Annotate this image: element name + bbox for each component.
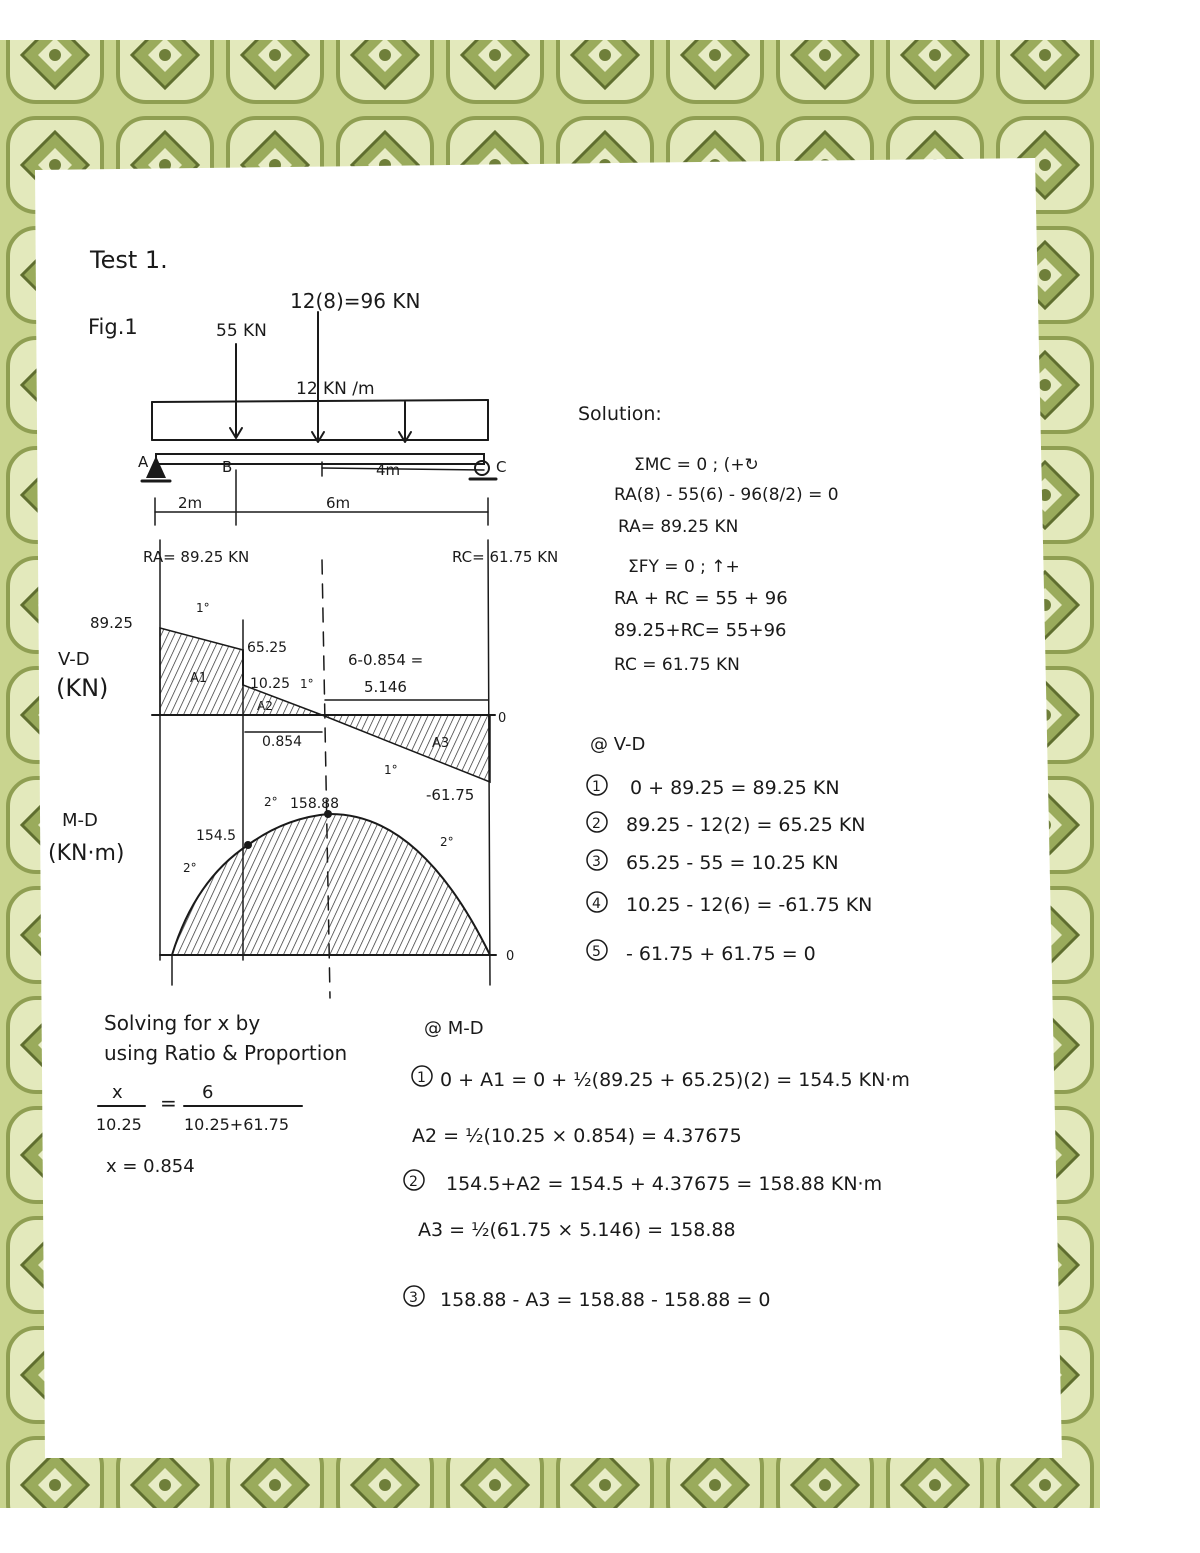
svg-text:- 61.75 + 61.75 = 0: - 61.75 + 61.75 = 0: [626, 943, 816, 965]
shear-area-2: A2: [257, 699, 273, 713]
udl-label: 12 KN /m: [296, 379, 375, 399]
shear-zero: 0: [498, 711, 507, 726]
proportion-equals: =: [160, 1091, 177, 1115]
svg-text:A3 = ½(61.75 × 5.146) = 158.88: A3 = ½(61.75 × 5.146) = 158.88: [418, 1219, 736, 1241]
svg-text:A2 = ½(10.25 × 0.854) = 4.3767: A2 = ½(10.25 × 0.854) = 4.37675: [412, 1125, 742, 1147]
md-step: [404, 1286, 771, 1311]
shear-dist-rest: 6-0.854 =: [348, 651, 424, 669]
svg-text:2: 2: [592, 816, 601, 832]
md-step: [418, 1219, 736, 1241]
shear-area-3: A3: [432, 736, 450, 751]
shear-degree-3: 1°: [384, 763, 398, 777]
solution-line: RA + RC = 55 + 96: [614, 588, 788, 609]
shear-dist-rest-value: 5.146: [364, 678, 407, 696]
moment-zero: 0: [506, 949, 515, 964]
moment-diagram-title: M-D: [62, 810, 98, 831]
dim-4m-label: 4m: [376, 461, 401, 479]
svg-text:0 + A1 = 0 + ½(89.25 + 65.25)(: 0 + A1 = 0 + ½(89.25 + 65.25)(2) = 154.5 KN·m: [440, 1069, 910, 1091]
paper-sheet: [35, 158, 1062, 1458]
svg-text:158.88 - A3 = 158.88 - 158.88: 158.88 - A3 = 158.88 - 158.88 = 0: [440, 1289, 771, 1311]
figure-label: Fig.1: [88, 315, 138, 339]
reaction-a-label: RA= 89.25 KN: [143, 548, 250, 566]
udl-total-label: 12(8)=96 KN: [290, 289, 421, 313]
shear-v4: -61.75: [426, 786, 475, 804]
svg-text:154.5+A2 = 154.5 + 4.37675 = 1: 154.5+A2 = 154.5 + 4.37675 = 158.88 KN·m: [446, 1173, 883, 1195]
shear-degree-2: 1°: [300, 677, 314, 691]
support-a-label: A: [138, 453, 149, 471]
proportion-den-left: 10.25: [96, 1115, 142, 1134]
proportion-line-2: using Ratio & Proportion: [104, 1041, 348, 1065]
page-title: Test 1.: [90, 246, 168, 274]
vd-step: [587, 892, 872, 916]
proportion-line-1: Solving for x by: [104, 1011, 261, 1035]
solution-line: ΣMC = 0 ; (+↻: [634, 455, 759, 475]
shear-v3: 10.25: [250, 676, 291, 692]
moment-degree-a: 2°: [183, 861, 197, 875]
solution-line: RA(8) - 55(6) - 96(8/2) = 0: [614, 485, 839, 505]
solution-line: RC = 61.75 KN: [614, 655, 740, 675]
shear-dist-x: 0.854: [262, 734, 303, 750]
proportion-num-left: x: [112, 1082, 123, 1103]
vd-step: [587, 812, 866, 836]
svg-text:10.25 - 12(6) = -61.75 KN: 10.25 - 12(6) = -61.75 KN: [626, 894, 873, 916]
dim-ab-label: 2m: [178, 494, 203, 512]
svg-text:3: 3: [592, 854, 601, 870]
proportion-result: x = 0.854: [106, 1156, 195, 1177]
shear-v2: 65.25: [247, 640, 288, 656]
solution-title: Solution:: [578, 403, 662, 425]
moment-m1: 154.5: [196, 828, 237, 844]
dim-bc-label: 6m: [326, 494, 351, 512]
md-step: [404, 1170, 882, 1195]
md-steps-title: @ M-D: [424, 1018, 484, 1039]
moment-degree-b: 2°: [264, 795, 278, 809]
solution-line: ΣFY = 0 ; ↑+: [628, 557, 740, 577]
vd-steps-title: @ V-D: [590, 734, 646, 755]
solution-line: 89.25+RC= 55+96: [614, 620, 787, 641]
moment-diagram-unit: (KN·m): [48, 841, 125, 866]
reaction-c-label: RC= 61.75 KN: [452, 548, 559, 566]
moment-degree-c: 2°: [440, 835, 454, 849]
moment-m2: 158.88: [290, 796, 339, 812]
svg-text:1: 1: [592, 779, 601, 795]
svg-text:5: 5: [592, 944, 601, 960]
shear-area-1: A1: [190, 671, 208, 686]
svg-text:1: 1: [417, 1070, 426, 1086]
svg-text:65.25 - 55 = 10.25 KN: 65.25 - 55 = 10.25 KN: [626, 852, 839, 874]
svg-text:4: 4: [592, 896, 601, 912]
svg-text:0 + 89.25 = 89.25 KN: 0 + 89.25 = 89.25 KN: [630, 777, 840, 799]
md-step: [412, 1066, 910, 1091]
proportion-num-right: 6: [202, 1082, 214, 1103]
solution-line: RA= 89.25 KN: [618, 517, 739, 537]
support-c-label: C: [496, 458, 507, 476]
point-load-label: 55 KN: [216, 321, 267, 341]
shear-diagram-unit: (KN): [56, 674, 109, 702]
md-step: [412, 1125, 742, 1147]
shear-v1: 89.25: [90, 614, 133, 632]
proportion-den-right: 10.25+61.75: [184, 1115, 290, 1134]
shear-diagram-title: V-D: [58, 649, 90, 670]
shear-degree-1: 1°: [196, 601, 210, 615]
svg-text:89.25 - 12(2) = 65.25 KN: 89.25 - 12(2) = 65.25 KN: [626, 814, 866, 836]
svg-text:2: 2: [409, 1174, 418, 1190]
svg-text:3: 3: [409, 1290, 418, 1306]
point-b-label: B: [222, 458, 233, 476]
